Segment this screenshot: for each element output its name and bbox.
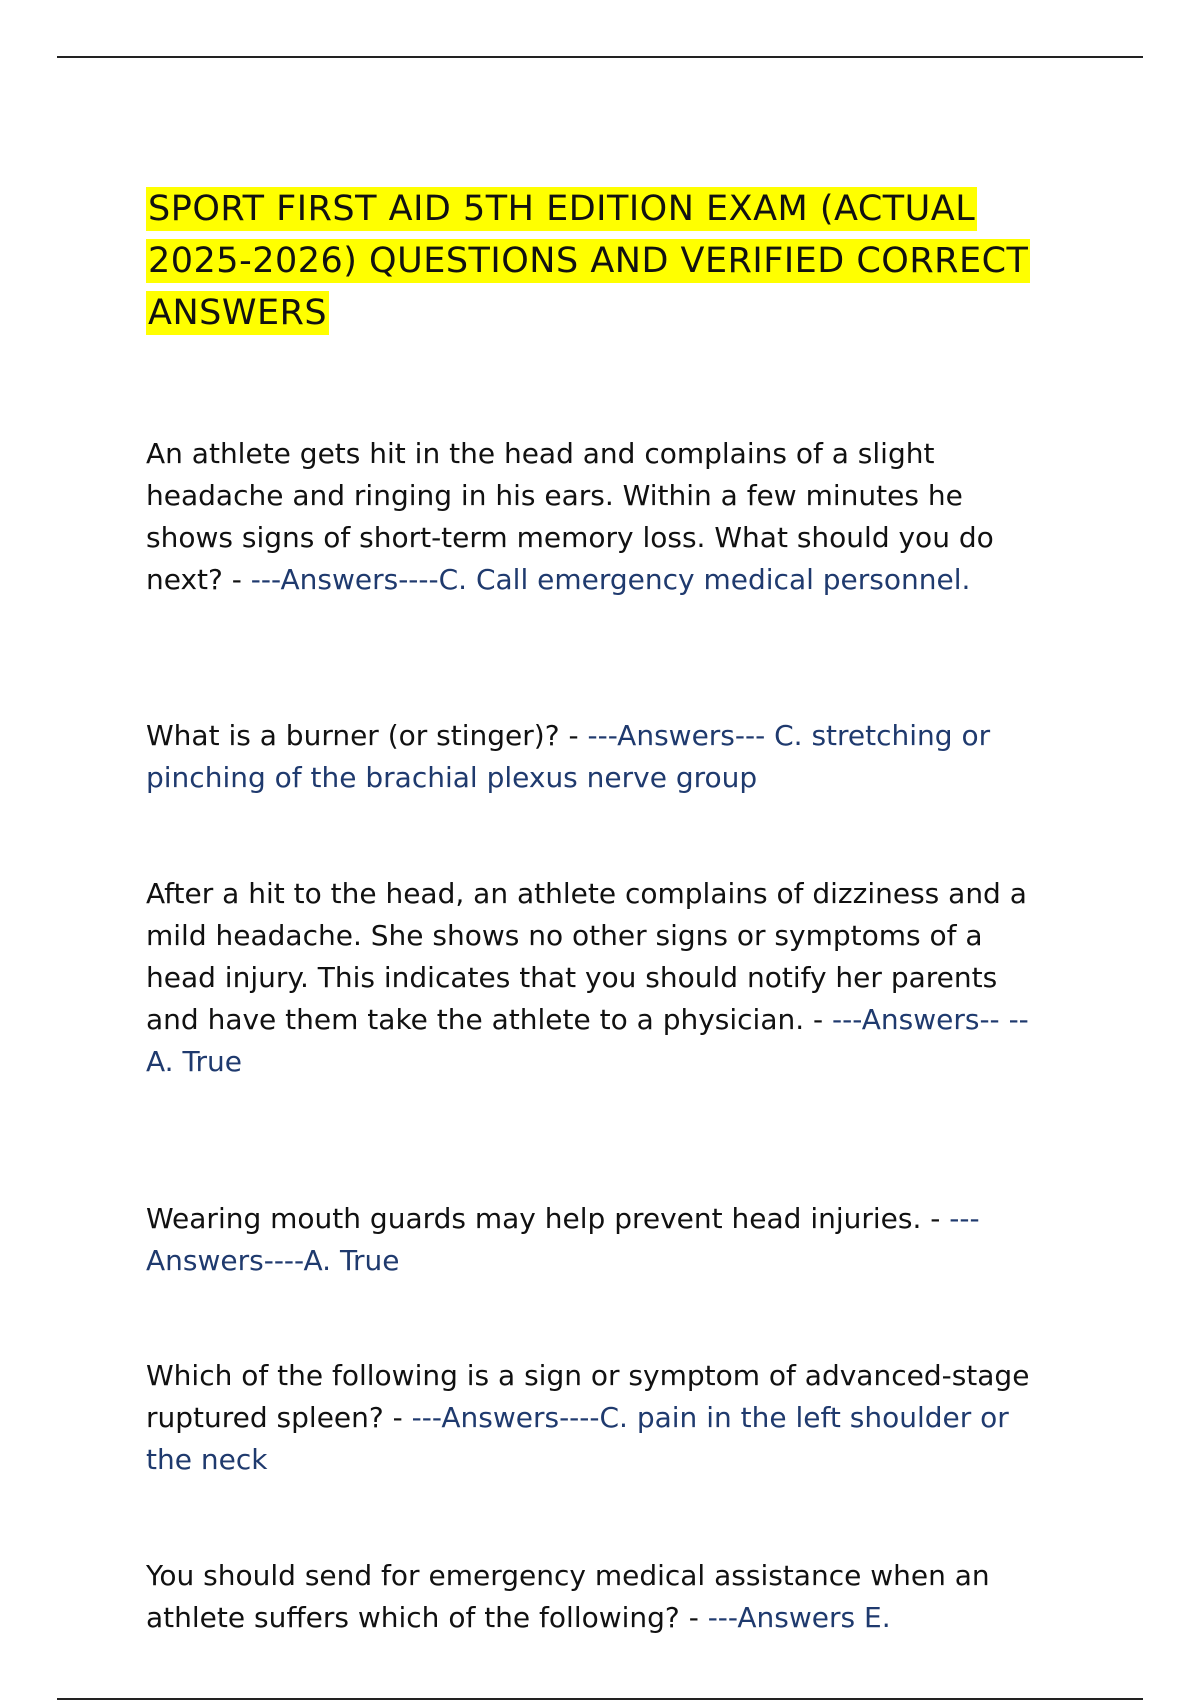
answer-text: ---Answers E. — [707, 1601, 891, 1634]
question-text: You should send for emergency medical assistance when an athlete suffers which of the following? - — [146, 1559, 990, 1634]
answer-text: ---Answers-- --A. True — [146, 1003, 1029, 1078]
page-title — [146, 183, 1086, 339]
qa-item — [146, 1555, 1046, 1639]
answer-text: ---Answers----C. pain in the left shoulder or the neck — [146, 1401, 1009, 1476]
question-text: Wearing mouth guards may help prevent head injuries. - — [146, 1202, 950, 1235]
question-text: What is a burner (or stinger)? - — [146, 719, 588, 752]
question-text: An athlete gets hit in the head and complains of a slight headache and ringing in his ears. Within a few minutes he shows signs of short-term memory loss. What should you do next? - — [146, 437, 994, 596]
qa-item — [146, 715, 1046, 799]
answer-text: ---Answers----C. Call emergency medical personnel. — [250, 563, 971, 596]
question-text: After a hit to the head, an athlete complains of dizziness and a mild headache. She shows no other signs or symptoms of a head injury. This indicates that you should notify her parents and have them take the athlete to a physician. - — [146, 877, 1027, 1036]
answer-text: ---Answers----A. True — [146, 1202, 980, 1277]
top-rule — [57, 56, 1143, 58]
question-text: Which of the following is a sign or symptom of advanced-stage ruptured spleen? - — [146, 1359, 1030, 1434]
title-highlight: SPORT FIRST AID 5TH EDITION EXAM (ACTUAL 2025-2026) QUESTIONS AND VERIFIED CORRECT ANSWERS — [148, 189, 1029, 333]
qa-item — [146, 1198, 1046, 1282]
qa-item — [146, 1355, 1046, 1481]
answer-text: ---Answers--- C. stretching or pinching of the brachial plexus nerve group — [146, 719, 991, 794]
qa-item — [146, 873, 1046, 1083]
qa-item — [146, 433, 1046, 601]
